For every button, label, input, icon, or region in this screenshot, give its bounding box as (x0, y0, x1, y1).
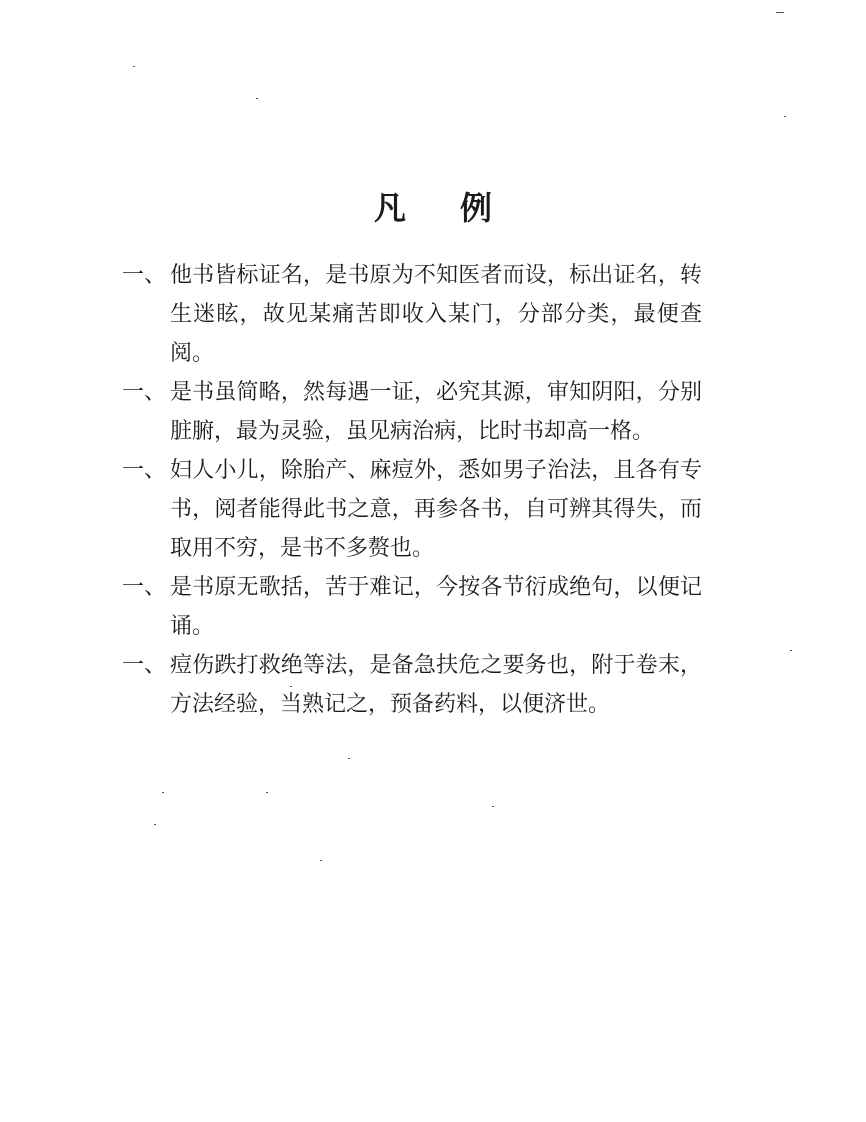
scan-speck (348, 758, 350, 759)
scan-speck (162, 792, 164, 793)
page-title (0, 183, 866, 229)
list-item (122, 256, 702, 373)
item-text: 他书皆标证名，是书原为不知医者而设，标出证名，转生迷眩，故见某痛苦即收入某门，分部分类，最便查阅。 (170, 263, 702, 366)
item-text: 是书虽简略，然每遇一证，必究其源，审知阴阳，分别脏腑，最为灵验，虽见病治病，比时书却高一格。 (170, 380, 702, 444)
scan-speck (256, 98, 258, 99)
list-item (122, 373, 702, 451)
item-marker: 一、 (122, 458, 167, 483)
item-marker: 一、 (122, 575, 167, 600)
item-marker: 一、 (122, 263, 167, 288)
item-list (122, 256, 702, 724)
title-char-1: 凡 (373, 189, 406, 227)
scan-speck (266, 792, 268, 793)
scan-speck (290, 686, 292, 687)
scan-speck (133, 66, 135, 67)
scan-speck (784, 116, 786, 117)
scan-speck (776, 12, 784, 13)
scan-speck (154, 824, 156, 825)
list-item (122, 451, 702, 568)
item-text: 痘伤跌打救绝等法，是备急扶危之要务也，附于卷末，方法经验，当熟记之，预备药料，以便济世。 (170, 653, 702, 717)
item-text: 是书原无歌括，苦于难记，今按各节衍成绝句，以便记诵。 (170, 575, 702, 639)
item-marker: 一、 (122, 653, 167, 678)
scan-speck (492, 806, 494, 807)
list-item (122, 568, 702, 646)
scan-speck (790, 650, 792, 651)
item-text: 妇人小儿，除胎产、麻痘外，悉如男子治法，且各有专书，阅者能得此书之意，再参各书，自可辨其得失，而取用不穷，是书不多赘也。 (170, 458, 702, 561)
title-char-2: 例 (460, 189, 493, 227)
scan-speck (320, 860, 322, 861)
item-marker: 一、 (122, 380, 167, 405)
list-item (122, 646, 702, 724)
